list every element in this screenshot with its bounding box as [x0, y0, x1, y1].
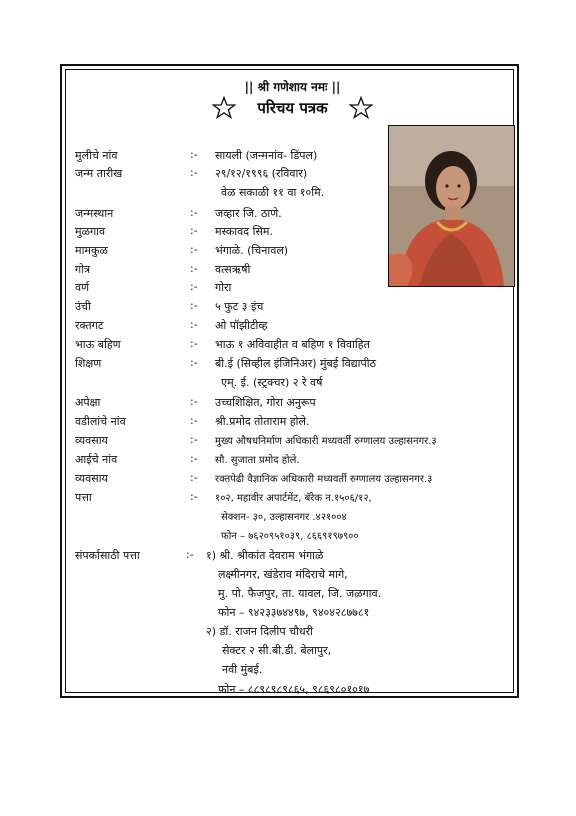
field-separator: :- [190, 490, 198, 503]
field-separator: :- [190, 243, 198, 256]
field-value: उच्चशिक्षित, गोरा अनुरूप [215, 396, 316, 409]
field-value: ५ फुट ३ इंच [215, 300, 264, 313]
star-icon [349, 96, 373, 120]
field-label: व्यवसाय [75, 472, 108, 485]
field-value: एम्. ई. (स्ट्रक्चर) २ रे वर्ष [221, 376, 323, 389]
field-value: मुख्य औषधनिर्माण अधिकारी मध्यवर्ती रुग्णालय उल्हासनगर.३ [215, 436, 437, 447]
field-separator: :- [190, 356, 198, 369]
field-separator: :- [190, 166, 198, 179]
field-label: मामकुळ [75, 244, 108, 257]
portrait-photo [388, 125, 515, 287]
field-separator: :- [190, 299, 198, 312]
field-separator: :- [190, 414, 198, 427]
field-separator: :- [190, 452, 198, 465]
field-label: वर्ण [75, 281, 90, 294]
contact-line: मु. पो. फैजपुर, ता. यावल, जि. जळगाव. [218, 587, 382, 600]
field-separator: :- [190, 433, 198, 446]
field-separator: :- [190, 148, 198, 161]
field-separator: :- [190, 280, 198, 293]
field-value: मस्कावद सिम. [215, 225, 273, 238]
field-label: मुळगाव [75, 225, 106, 238]
contact-line: २) डॉ. राजन दिलीप चौधरी [206, 625, 314, 638]
field-separator: :- [190, 395, 198, 408]
star-icon [212, 96, 236, 120]
contact-line: लक्ष्मीनगर, खंडेराव मंदिराचे मागे, [218, 568, 348, 581]
field-label: उंची [75, 300, 91, 313]
field-label: जन्म तारीख [75, 167, 123, 180]
field-value: सेक्शन- ३०, उल्हासनगर .४२१००४ [221, 512, 347, 523]
field-separator: :- [190, 471, 198, 484]
field-value: ओ पॉझीटीव्ह [215, 319, 268, 332]
field-value: भंगाळे. (चिनावल) [215, 244, 289, 257]
biodata-frame [60, 64, 519, 698]
field-value: वत्सऋषी [215, 263, 251, 276]
field-separator: :- [190, 224, 198, 237]
contact-line: फोन – ९४२३३७४४९७, ९४०४२८७७८१ [218, 606, 370, 619]
field-label: व्यवसाय [75, 434, 108, 447]
field-value: भाऊ १ अविवाहीत व बहिण १ विवाहित [215, 338, 370, 351]
field-label: जन्मस्थान [75, 207, 114, 220]
field-label: आईचे नांव [75, 453, 118, 466]
contact-line: नवी मुंबई. [222, 663, 263, 676]
field-separator: :- [190, 206, 198, 219]
field-value: २९/१२/१९९६ (रविवार) [215, 167, 308, 180]
page-title: परिचय पत्रक [257, 99, 328, 117]
field-separator: :- [190, 337, 198, 350]
field-label: मुलीचे नांव [75, 149, 118, 162]
contact-line: १) श्री. श्रीकांत देवराम भंगाळे [206, 549, 324, 562]
field-label: पत्ता [75, 491, 92, 504]
field-label: अपेक्षा [75, 396, 101, 409]
title-row [66, 96, 519, 120]
field-value: गोरा [215, 281, 232, 294]
field-value: बी.ई (सिव्हील इंजिनिअर) मुंबई विद्यापीठ [215, 357, 376, 370]
field-value: वेळ सकाळी ११ वा १०मि. [221, 186, 325, 199]
field-value: रक्तपेढी वैज्ञानिक अधिकारी मध्यवर्ती रुग्णालय उल्हासनगर.३ [215, 474, 433, 485]
contact-line: फोन – ८८९८९८९८६५, ९८६९८०१०१७ [218, 683, 370, 696]
contact-separator: :- [186, 548, 194, 561]
field-label: भाऊ बहिण [75, 338, 121, 351]
contact-label: संपर्कासाठी पत्ता [75, 549, 140, 562]
field-value: सायली (जन्मनांव- डिंपल) [215, 149, 318, 162]
field-label: शिक्षण [75, 357, 102, 370]
field-value: १०२, महावीर अपार्टमेंट, बॅरेक न.१५०६/१२, [215, 493, 372, 504]
field-value: श्री.प्रमोद तोताराम होले. [215, 415, 310, 428]
field-separator: :- [190, 318, 198, 331]
field-label: गोत्र [75, 263, 91, 276]
field-label: रक्तगट [75, 319, 104, 332]
field-value: जव्हार जि. ठाणे. [215, 207, 282, 220]
contact-line: सेक्टर २ सी.बी.डी. बेलापुर, [222, 644, 332, 657]
biodata-inner-border [65, 69, 514, 696]
field-label: वडीलांचे नांव [75, 415, 126, 428]
field-value: सौ. सुजाता प्रमोद होले. [215, 455, 300, 466]
field-separator: :- [190, 262, 198, 275]
invocation-text: || श्री गणेशाय नमः || [244, 80, 341, 94]
field-value: फोन – ७६२०९५१०३९, ८६६९१९७९०० [221, 531, 359, 542]
